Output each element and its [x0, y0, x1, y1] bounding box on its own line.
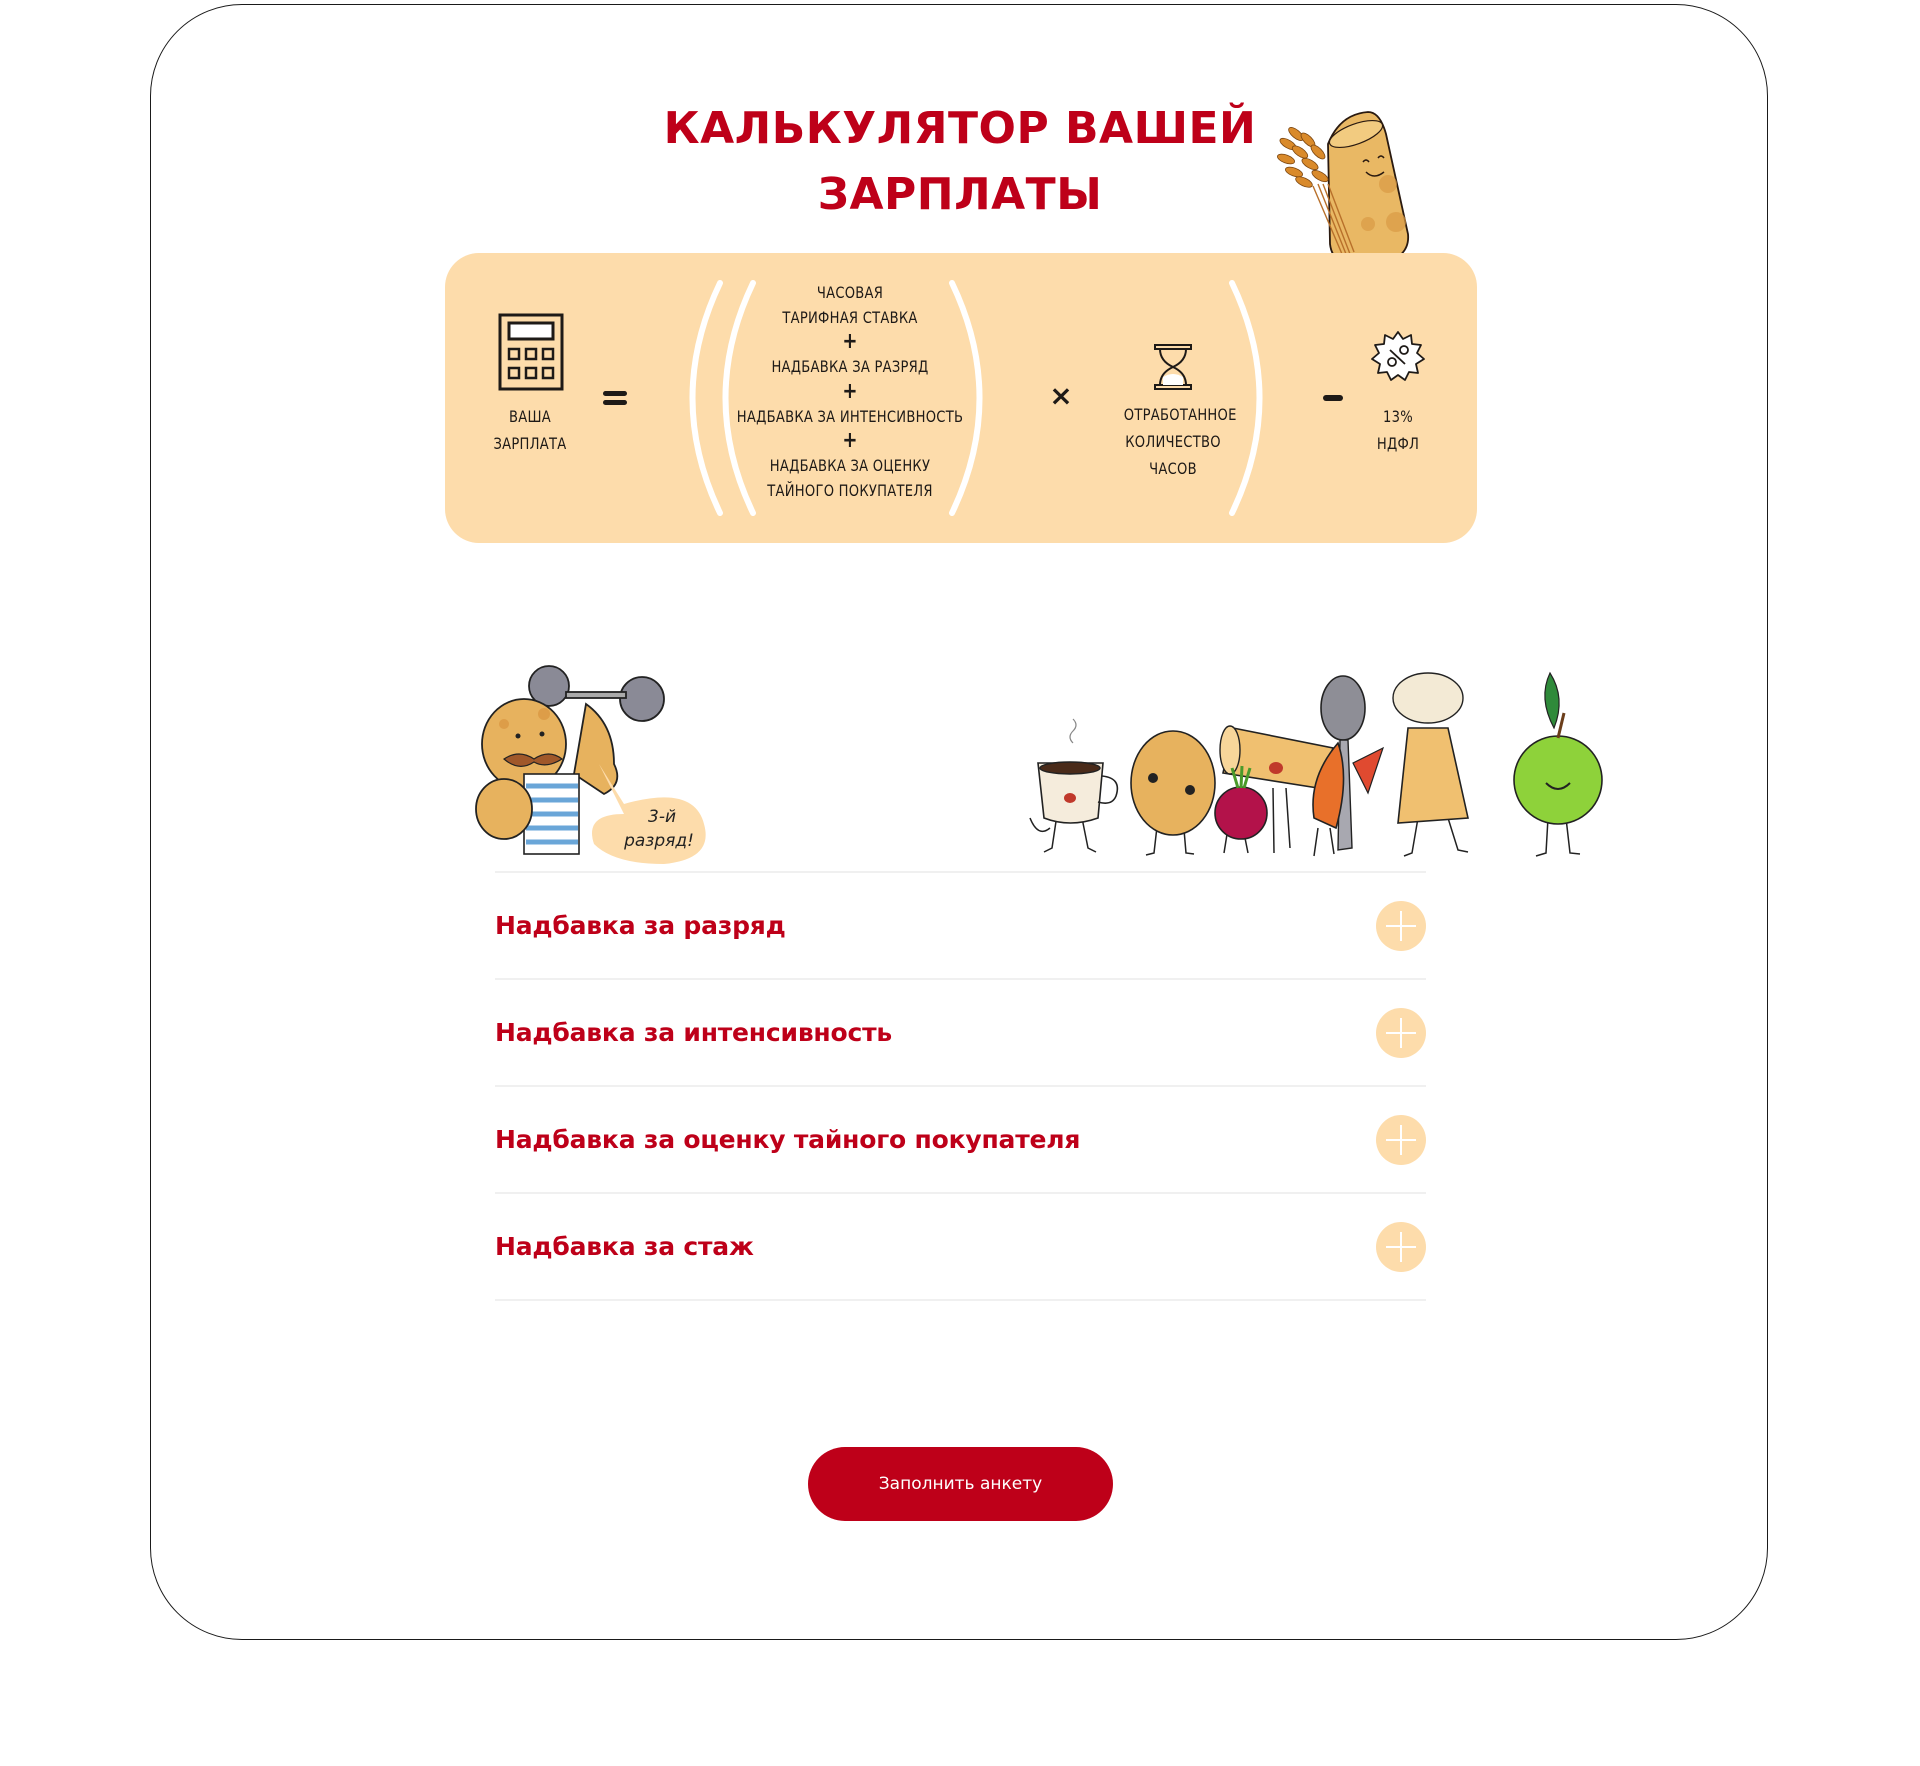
bonus-accordion: [495, 871, 1426, 1301]
hours-label: [1113, 401, 1237, 482]
term-grade-bonus: НАДБАВКА ЗА РАЗРЯД: [771, 357, 929, 377]
speech-bubble-line-2: разряд!: [624, 831, 694, 851]
accordion-item-seniority-bonus[interactable]: [495, 1192, 1426, 1301]
strongman-illustration: [474, 664, 734, 864]
plus-icon[interactable]: [1376, 901, 1426, 951]
accordion-item-label: Надбавка за интенсивность: [495, 1018, 893, 1047]
speech-bubble-line-1: 3-й: [648, 807, 676, 827]
term-mystery-shopper-1: НАДБАВКА ЗА ОЦЕНКУ: [769, 455, 931, 475]
term-mystery-shopper-2: ТАЙНОГО ПОКУПАТЕЛЯ: [767, 480, 933, 500]
multiply-sign: ×: [1049, 379, 1073, 412]
term-hourly-rate-1: ЧАСОВАЯ: [816, 283, 884, 302]
tax-name: НДФЛ: [1376, 434, 1420, 453]
hourglass-icon: [1153, 343, 1193, 391]
salary-formula-panel: [445, 253, 1477, 543]
calculator-icon: [498, 313, 564, 391]
accordion-item-grade-bonus[interactable]: [495, 871, 1426, 978]
food-characters-illustration: [1018, 668, 1608, 863]
title-line-1: КАЛЬКУЛЯТОР ВАШЕЙ: [663, 103, 1257, 154]
accordion-item-mystery-shopper-bonus[interactable]: [495, 1085, 1426, 1192]
accordion-item-label: Надбавка за разряд: [495, 911, 786, 940]
accordion-item-label: Надбавка за стаж: [495, 1232, 754, 1261]
plus-sign: +: [842, 329, 858, 355]
plus-icon[interactable]: [1376, 1115, 1426, 1165]
result-label-line-1: ВАША: [509, 407, 551, 426]
tax-rate: 13%: [1383, 407, 1413, 426]
plus-icon[interactable]: [1376, 1222, 1426, 1272]
hours-label-line-1: ОТРАБОТАННОЕ: [1123, 405, 1237, 424]
hours-label-line-2: КОЛИЧЕСТВО: [1125, 432, 1221, 451]
title-line-2: ЗАРПЛАТЫ: [817, 169, 1103, 220]
result-label-line-2: ЗАРПЛАТА: [493, 434, 567, 453]
inner-right-paren: [947, 278, 1007, 518]
percent-badge-icon: [1370, 329, 1426, 385]
accordion-item-label: Надбавка за оценку тайного покупателя: [495, 1125, 1081, 1154]
result-label: [465, 403, 595, 457]
page-title: [560, 96, 1360, 228]
term-hourly-rate-2: ТАРИФНАЯ СТАВКА: [782, 307, 918, 327]
outer-right-paren: [1227, 278, 1287, 518]
minus-sign: [1323, 395, 1343, 401]
tax-label: [1348, 403, 1448, 457]
equals-sign: [603, 390, 627, 406]
plus-sign: +: [842, 428, 858, 454]
accordion-item-intensity-bonus[interactable]: [495, 978, 1426, 1085]
plus-icon[interactable]: [1376, 1008, 1426, 1058]
term-intensity-bonus: НАДБАВКА ЗА ИНТЕНСИВНОСТЬ: [736, 406, 964, 426]
plus-sign: +: [842, 378, 858, 404]
fill-form-button[interactable]: Заполнить анкету: [808, 1447, 1113, 1521]
hours-label-line-3: ЧАСОВ: [1149, 459, 1197, 478]
